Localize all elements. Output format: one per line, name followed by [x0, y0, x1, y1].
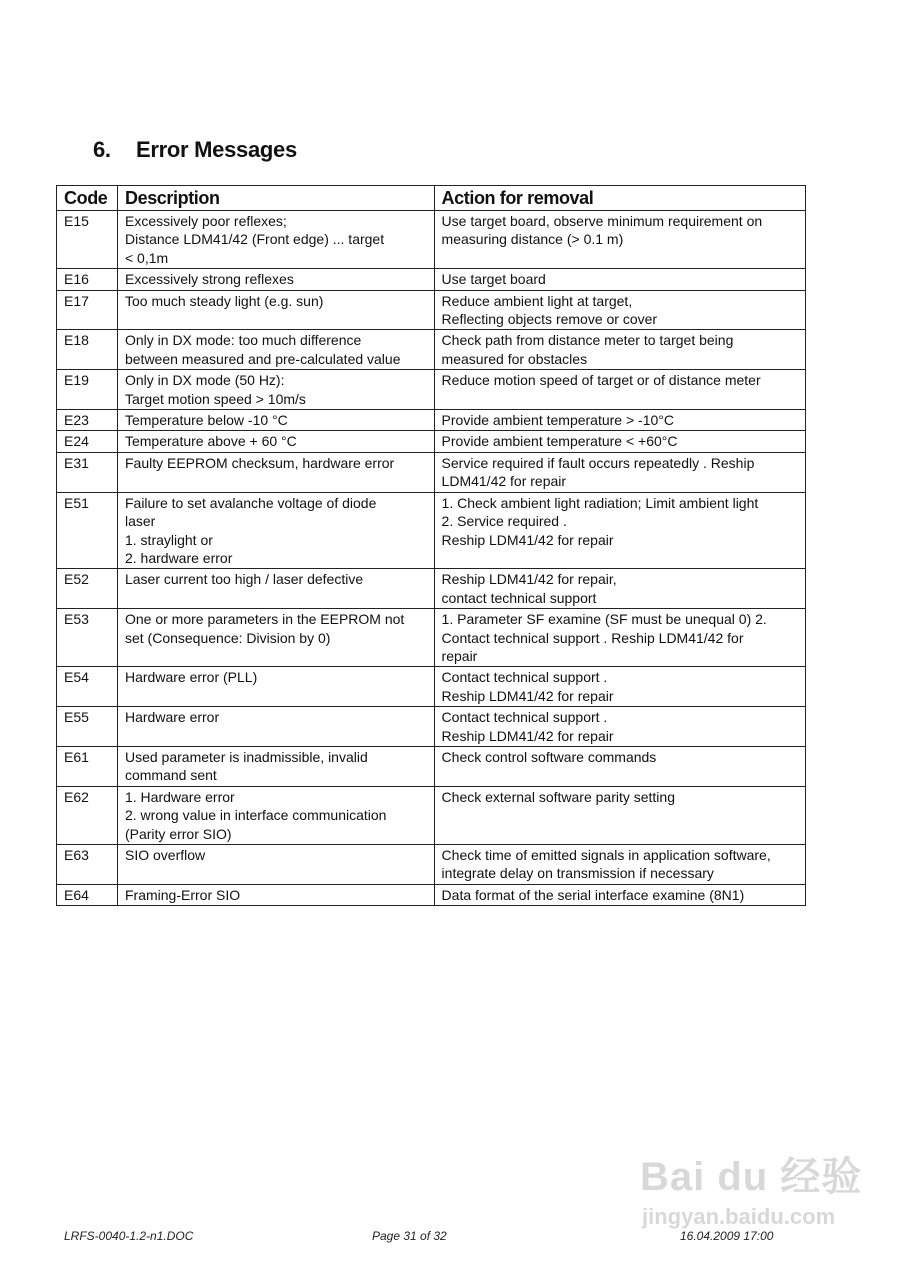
table-header-row [57, 186, 806, 211]
watermark-brand: Bai du 经验 [640, 1155, 863, 1199]
error-code-cell: E18 [57, 330, 118, 370]
action-cell: Reship LDM41/42 for repair, contact technical support [434, 569, 805, 609]
description-cell: Only in DX mode (50 Hz): Target motion speed > 10m/s [117, 370, 434, 410]
table-row [57, 609, 806, 667]
description-cell: Too much steady light (e.g. sun) [117, 290, 434, 330]
action-cell: Check external software parity setting [434, 786, 805, 844]
description-cell: Hardware error (PLL) [117, 667, 434, 707]
error-code-cell: E19 [57, 370, 118, 410]
description-cell: Laser current too high / laser defective [117, 569, 434, 609]
header-description: Description [117, 186, 434, 211]
error-code-cell: E17 [57, 290, 118, 330]
section-number: 6. [93, 137, 111, 162]
table-row [57, 845, 806, 885]
error-code-cell: E62 [57, 786, 118, 844]
action-cell: 1. Parameter SF examine (SF must be unequal 0) 2. Contact technical support . Reship LDM41/42 for repair [434, 609, 805, 667]
watermark-url: jingyan.baidu.com [642, 1204, 836, 1229]
description-cell: Hardware error [117, 707, 434, 747]
table-row [57, 431, 806, 452]
error-code-cell: E53 [57, 609, 118, 667]
error-code-cell: E51 [57, 492, 118, 569]
action-cell: Check time of emitted signals in application software, integrate delay on transmission if necessary [434, 845, 805, 885]
table-row [57, 269, 806, 290]
section-heading [93, 137, 297, 163]
error-code-cell: E63 [57, 845, 118, 885]
table-row [57, 410, 806, 431]
error-code-cell: E52 [57, 569, 118, 609]
table-row [57, 452, 806, 492]
description-cell: SIO overflow [117, 845, 434, 885]
error-code-cell: E23 [57, 410, 118, 431]
error-code-cell: E54 [57, 667, 118, 707]
baidu-watermark [640, 1145, 862, 1230]
error-code-cell: E24 [57, 431, 118, 452]
description-cell: Temperature below -10 °C [117, 410, 434, 431]
table-row [57, 330, 806, 370]
action-cell: 1. Check ambient light radiation; Limit ambient light 2. Service required . Reship LDM41/42 for repair [434, 492, 805, 569]
action-cell: Reduce ambient light at target, Reflecting objects remove or cover [434, 290, 805, 330]
description-cell: Only in DX mode: too much difference between measured and pre-calculated value [117, 330, 434, 370]
table-row [57, 211, 806, 269]
action-cell: Contact technical support . Reship LDM41/42 for repair [434, 667, 805, 707]
error-code-cell: E61 [57, 746, 118, 786]
action-cell: Service required if fault occurs repeatedly . Reship LDM41/42 for repair [434, 452, 805, 492]
description-cell: Used parameter is inadmissible, invalid command sent [117, 746, 434, 786]
action-cell: Data format of the serial interface examine (8N1) [434, 884, 805, 905]
table-row [57, 786, 806, 844]
description-cell: Failure to set avalanche voltage of diode laser 1. straylight or 2. hardware error [117, 492, 434, 569]
action-cell: Use target board, observe minimum requirement on measuring distance (> 0.1 m) [434, 211, 805, 269]
description-cell: Excessively poor reflexes; Distance LDM41/42 (Front edge) ... target < 0,1m [117, 211, 434, 269]
description-cell: Framing-Error SIO [117, 884, 434, 905]
table-row [57, 707, 806, 747]
action-cell: Check control software commands [434, 746, 805, 786]
table-row [57, 290, 806, 330]
footer-datetime: 16.04.2009 17:00 [680, 1229, 774, 1243]
table-row [57, 370, 806, 410]
table-row [57, 884, 806, 905]
error-messages-table [56, 185, 806, 906]
action-cell: Check path from distance meter to target being measured for obstacles [434, 330, 805, 370]
action-cell: Reduce motion speed of target or of distance meter [434, 370, 805, 410]
error-code-cell: E31 [57, 452, 118, 492]
header-action: Action for removal [434, 186, 805, 211]
table-row [57, 569, 806, 609]
error-code-cell: E64 [57, 884, 118, 905]
description-cell: 1. Hardware error 2. wrong value in interface communication (Parity error SIO) [117, 786, 434, 844]
header-code: Code [57, 186, 118, 211]
error-code-cell: E16 [57, 269, 118, 290]
footer-doc-id: LRFS-0040-1.2-n1.DOC [64, 1229, 194, 1243]
table-row [57, 667, 806, 707]
action-cell: Use target board [434, 269, 805, 290]
action-cell: Provide ambient temperature > -10°C [434, 410, 805, 431]
action-cell: Provide ambient temperature < +60°C [434, 431, 805, 452]
section-title: Error Messages [136, 137, 297, 162]
table-row [57, 492, 806, 569]
description-cell: One or more parameters in the EEPROM not set (Consequence: Division by 0) [117, 609, 434, 667]
description-cell: Excessively strong reflexes [117, 269, 434, 290]
description-cell: Temperature above + 60 °C [117, 431, 434, 452]
error-code-cell: E15 [57, 211, 118, 269]
action-cell: Contact technical support . Reship LDM41/42 for repair [434, 707, 805, 747]
footer-page-number: Page 31 of 32 [372, 1229, 447, 1243]
error-code-cell: E55 [57, 707, 118, 747]
table-row [57, 746, 806, 786]
description-cell: Faulty EEPROM checksum, hardware error [117, 452, 434, 492]
